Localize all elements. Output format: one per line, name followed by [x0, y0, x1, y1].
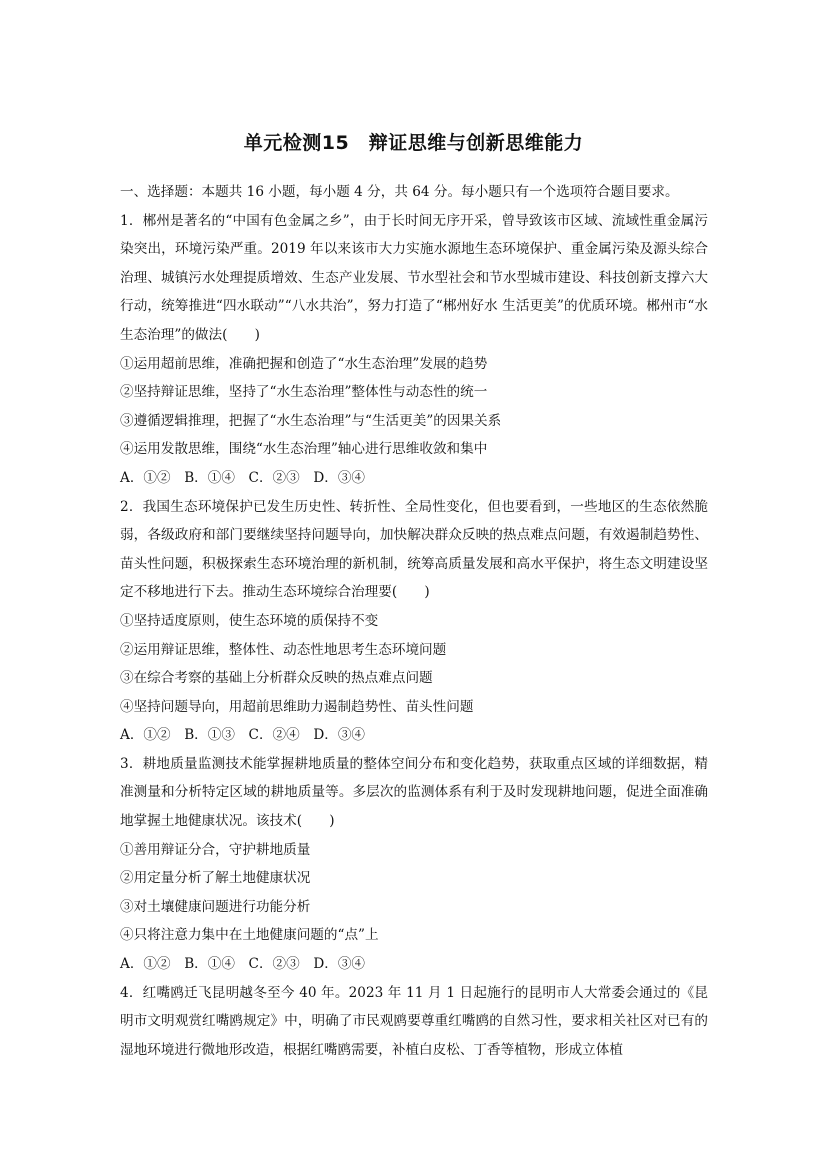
statement-option: ④运用发散思维，围绕“水生态治理”轴心进行思维收敛和集中 — [120, 441, 488, 458]
answer-choices: A．①② B．①④ C．②③ D．③④ — [120, 469, 366, 486]
question-stem: 1．郴州是著名的“中国有色金属之乡”，由于长时间无序开采，曾导致该市区域、流域性重金属污染突出，环境污染严重。2019 年以来该市大力实施水源地生态环境保护、重金属污染及源头综合治理、城镇污水处理提质增效、生态产业发展、节水型社会和节水型城市建设、科技创新支撑六大行动，统筹推进“四水联动”“八水共治”，努力打造了“郴州好水 生活更美”的优质环境。郴州市“水生态治理”的做法( ) — [120, 212, 708, 343]
statement-option: ①善用辩证分合，守护耕地质量 — [120, 841, 311, 858]
statement-option: ②用定量分析了解土地健康状况 — [120, 870, 311, 887]
statement-option: ①坚持适度原则，使生态环境的质保持不变 — [120, 612, 379, 629]
answer-choices: A．①② B．①③ C．②④ D．③④ — [120, 727, 366, 744]
answer-choices: A．①② B．①④ C．②③ D．③④ — [120, 956, 366, 973]
question-3 — [120, 750, 708, 979]
page-title: 单元检测15 辩证思维与创新思维能力 — [243, 132, 584, 154]
document-body — [120, 178, 708, 1064]
statement-option: ③对土壤健康问题进行功能分析 — [120, 898, 311, 915]
question-stem: 3．耕地质量监测技术能掌握耕地质量的整体空间分布和变化趋势，获取重点区域的详细数据，精准测量和分析特定区域的耕地质量等。多层次的监测体系有利于及时发现耕地问题，促进全面准确地掌握土地健康状况。该技术( ) — [120, 755, 708, 830]
question-4 — [120, 979, 708, 1065]
statement-option: ④只将注意力集中在土地健康问题的“点”上 — [120, 927, 379, 944]
statement-option: ④坚持问题导向，用超前思维助力遏制趋势性、苗头性问题 — [120, 698, 474, 715]
section-heading: 一、选择题：本题共 16 小题，每小题 4 分，共 64 分。每小题只有一个选项符合题目要求。 — [120, 184, 679, 200]
question-1 — [120, 207, 708, 493]
question-2 — [120, 493, 708, 750]
question-stem: 2．我国生态环境保护已发生历史性、转折性、全局性变化，但也要看到，一些地区的生态依然脆弱，各级政府和部门要继续坚持问题导向，加快解决群众反映的热点难点问题，有效遏制趋势性、苗头性问题，积极探索生态环境治理的新机制，统筹高质量发展和高水平保护，将生态文明建设坚定不移地进行下去。推动生态环境综合治理要( ) — [120, 498, 708, 601]
statement-option: ②坚持辩证思维，坚持了“水生态治理”整体性与动态性的统一 — [120, 384, 488, 401]
statement-option: ②运用辩证思维，整体性、动态性地思考生态环境问题 — [120, 641, 447, 658]
question-stem: 4．红嘴鸥迁飞昆明越冬至今 40 年。2023 年 11 月 1 日起施行的昆明市人大常委会通过的《昆明市文明观赏红嘴鸥规定》中，明确了市民观鸥要尊重红嘴鸥的自然习性，要求相关社区对已有的湿地环境进行微地形改造，根据红嘴鸥需要，补植白皮松、丁香等植物，形成立体植 — [120, 984, 708, 1058]
statement-option: ③在综合考察的基础上分析群众反映的热点难点问题 — [120, 670, 433, 687]
statement-option: ①运用超前思维，准确把握和创造了“水生态治理”发展的趋势 — [120, 355, 488, 372]
statement-option: ③遵循逻辑推理，把握了“水生态治理”与“生活更美”的因果关系 — [120, 412, 502, 429]
